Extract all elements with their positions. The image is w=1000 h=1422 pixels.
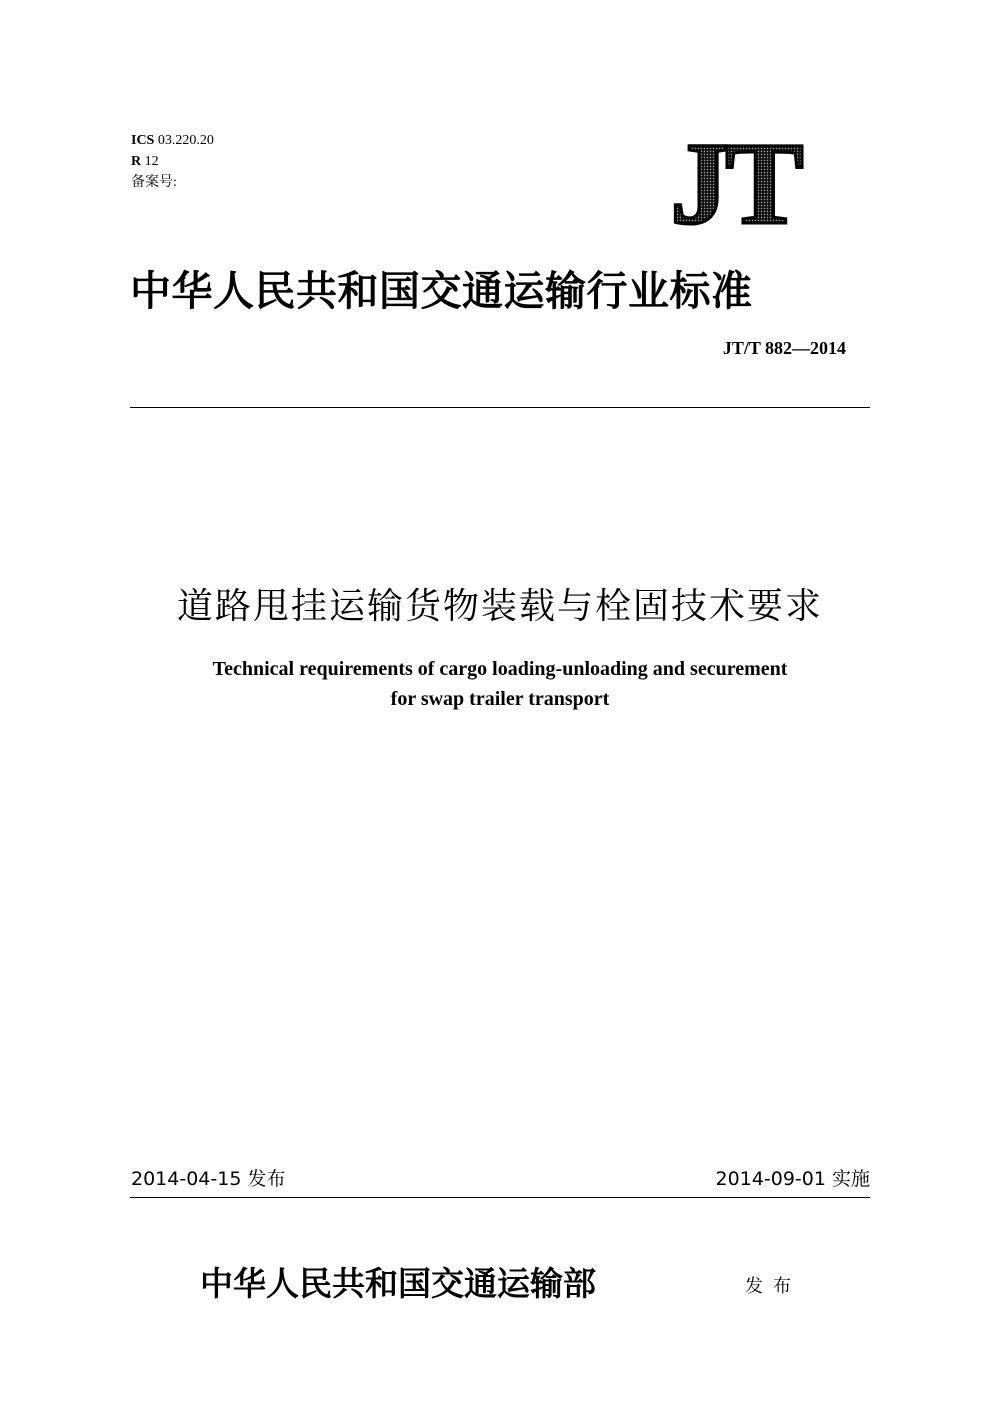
publish-label: 发布 (745, 1276, 801, 1297)
r-code: 12 (144, 154, 159, 169)
document-title-en (0, 654, 1000, 714)
standard-number: JT/T 882—2014 (722, 338, 846, 358)
ics-code: 03.220.20 (157, 133, 214, 148)
r-line (131, 151, 214, 172)
en-title-line1: Technical requirements of cargo loading-unloading and securement (212, 658, 788, 680)
ics-line (131, 130, 214, 151)
publisher-name: 中华人民共和国交通运输部 (200, 1264, 596, 1303)
issue-date: 2014-04-15 发布 (131, 1168, 286, 1190)
implementation-date: 2014-09-01 实施 (715, 1168, 870, 1190)
ics-label: ICS (131, 133, 155, 148)
document-title-cn: 道路甩挂运输货物装载与栓固技术要求 (176, 586, 823, 627)
standard-title: 中华人民共和国交通运输行业标准 (130, 267, 753, 315)
meta-block (131, 130, 214, 193)
bottom-divider (130, 1197, 870, 1198)
jt-logo (640, 135, 830, 230)
filing-label: 备案号: (131, 175, 177, 190)
r-label: R (131, 154, 142, 169)
logo-text: JT (670, 135, 800, 230)
en-title-line2: for swap trailer transport (390, 688, 610, 710)
top-divider (130, 407, 870, 408)
